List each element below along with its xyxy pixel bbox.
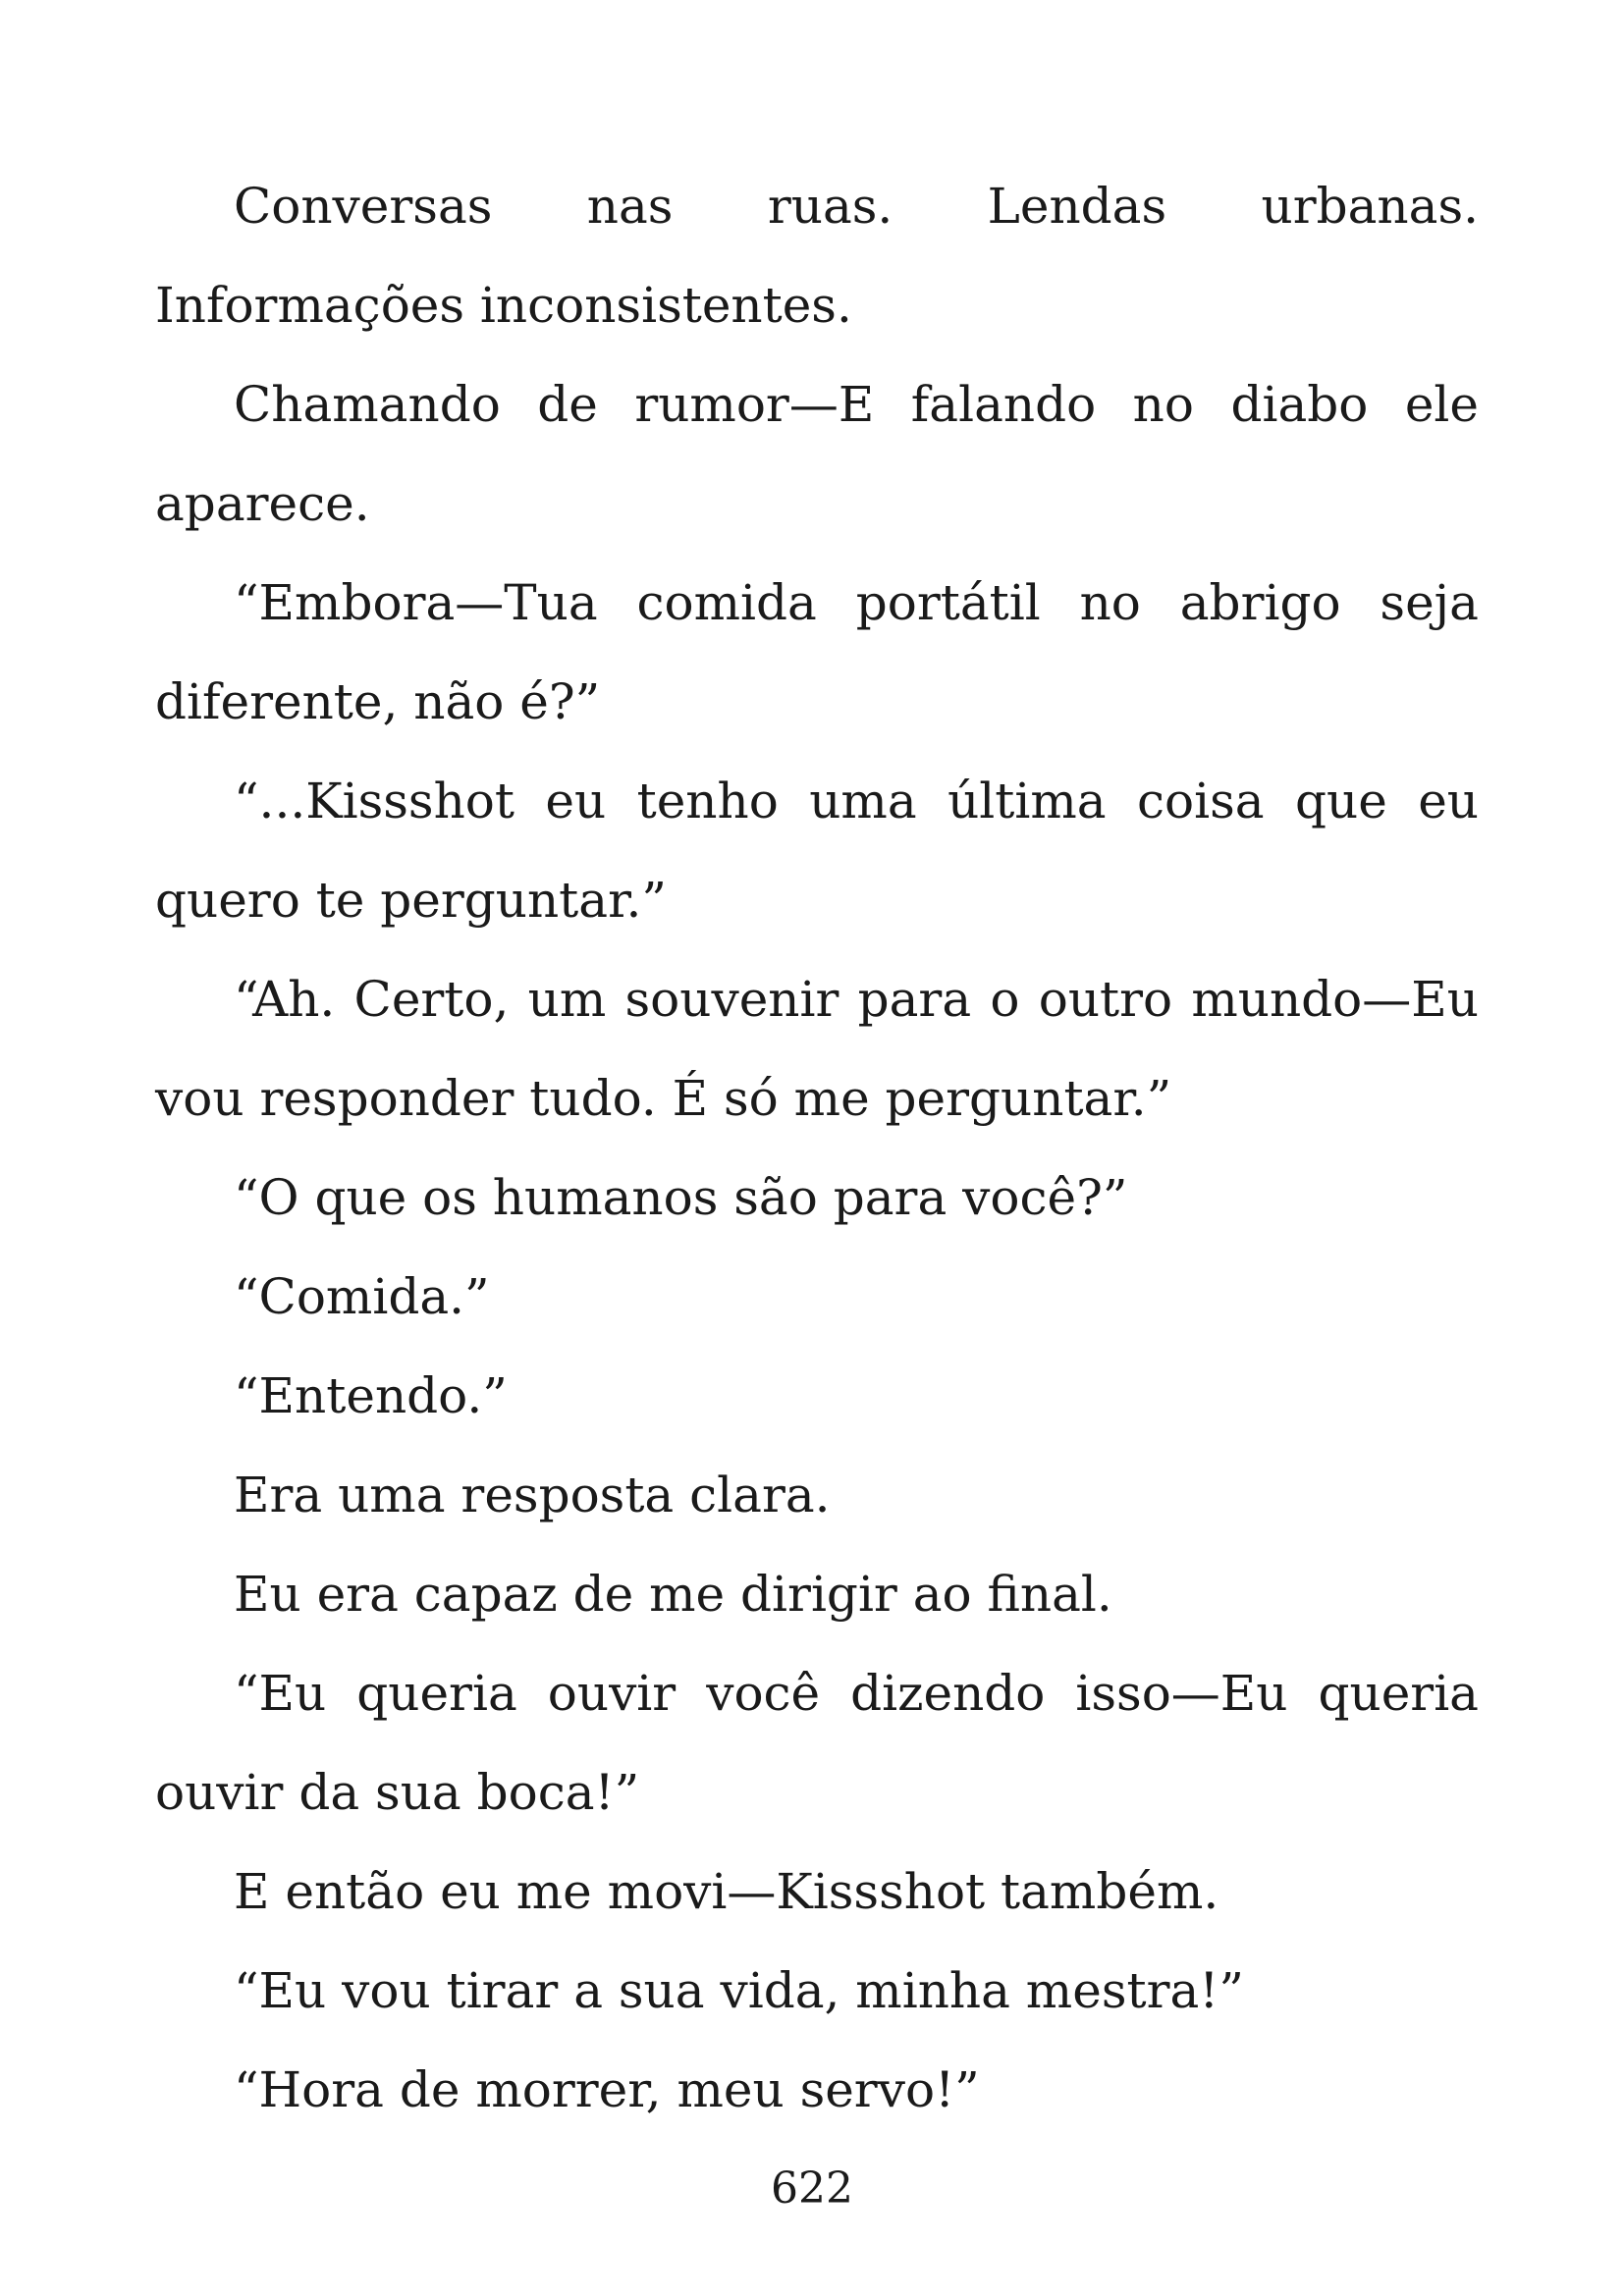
paragraph-6: “O que os humanos são para você?”	[234, 1169, 1128, 1226]
paragraph-1: Conversas nas ruas. Lendas urbanas. Informações inconsistentes.	[155, 178, 1479, 334]
paragraph-5: “Ah. Certo, um souvenir para o outro mundo—Eu vou responder tudo. É só me perguntar.”	[155, 971, 1479, 1127]
paragraph-3: “Embora—Tua comida portátil no abrigo seja diferente, não é?”	[155, 574, 1479, 730]
paragraph-4: “...Kissshot eu tenho uma última coisa que eu quero te perguntar.”	[155, 773, 1479, 929]
paragraph-10: Eu era capaz de me dirigir ao final.	[234, 1566, 1112, 1623]
page-number: 622	[771, 2163, 853, 2214]
paragraph-11: “Eu queria ouvir você dizendo isso—Eu queria ouvir da sua boca!”	[155, 1665, 1479, 1821]
paragraph-9: Era uma resposta clara.	[234, 1467, 831, 1523]
body-text	[155, 157, 1479, 2140]
paragraph-2: Chamando de rumor—E falando no diabo ele aparece.	[155, 376, 1479, 532]
paragraph-14: “Hora de morrer, meu servo!”	[234, 2061, 980, 2118]
paragraph-12: E então eu me movi—Kissshot também.	[234, 1863, 1219, 1920]
paragraph-7: “Comida.”	[234, 1268, 490, 1325]
paragraph-8: “Entendo.”	[234, 1367, 508, 1424]
paragraph-13: “Eu vou tirar a sua vida, minha mestra!”	[234, 1962, 1244, 2019]
